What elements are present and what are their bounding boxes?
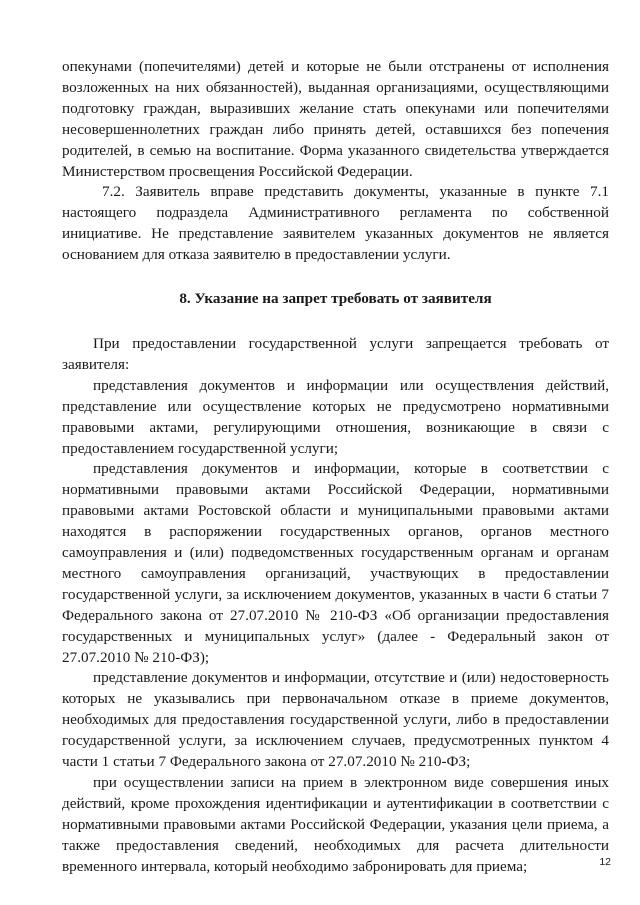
paragraph-prohibition-item-1: представления документов и информации или осуществления действий, представление или осуществление которых не предусмотрено нормативными правовыми актами, регулирующими отношения, возникающие в связи с предоставлением государственной услуги; [62,376,609,457]
paragraph-prohibition-intro: При предоставлении государственной услуги запрещается требовать от заявителя: [62,334,609,373]
paragraph-item-7-2: 7.2. Заявитель вправе представить документы, указанные в пункте 7.1 настоящего подраздела Административного регламента по собственной инициативе. Не представление заявителем указанных документов не является основанием для отказа заявителю в предоставлении услуги. [62,183,609,264]
paragraph-prohibition-item-3: представление документов и информации, отсутствие и (или) недостоверность которых не указывались при первоначальном отказе в приеме документов, необходимых для предоставления государственной услуги, либо в предоставлении государственной услуги, за исключением случаев, предусмотренных пунктом 4 части 1 статьи 7 Федерального закона от 27.07.2010 № 210-ФЗ; [62,669,609,771]
paragraph-prohibition-item-4: при осуществлении записи на прием в электронном виде совершения иных действий, кроме прохождения идентификации и аутентификации в соответствии с нормативными правовыми актами Российской Федерации, указания цели приема, а также предоставления сведений, необходимых для расчета длительности временного интервала, который необходимо забронировать для приема; [62,774,609,875]
section-heading: 8. Указание на запрет требовать от заявителя [179,290,492,308]
document-body [62,57,609,878]
page-number: 12 [599,856,611,868]
paragraph-prohibition-item-2: представления документов и информации, которые в соответствии с нормативными правовыми актами Российской Федерации, нормативными правовыми актами Ростовской области и муниципальными правовыми актами находятся в распоряжении государственных органов, органов местного самоуправления и (или) подведомственных государственным органам и органам местного самоуправления организаций, участвующих в предоставлении государственной услуги, за исключением документов, указанных в части 6 статьи 7 Федерального закона от 27.07.2010 № 210-ФЗ «Об организации предоставления государственных и муниципальных услуг» (далее - Федеральный закон от 27.07.2010 № 210-ФЗ); [62,460,609,666]
paragraph-guardian-certificate: опекунами (попечителями) детей и которые не были отстранены от исполнения возложенных на них обязанностей), выданная организациями, осуществляющими подготовку граждан, выразивших желание стать опекунами или попечителями несовершеннолетних граждан либо принять детей, оставшихся без попечения родителей, в семью на воспитание. Форма указанного свидетельства утверждается Министерством просвещения Российской Федерации. [62,58,609,180]
